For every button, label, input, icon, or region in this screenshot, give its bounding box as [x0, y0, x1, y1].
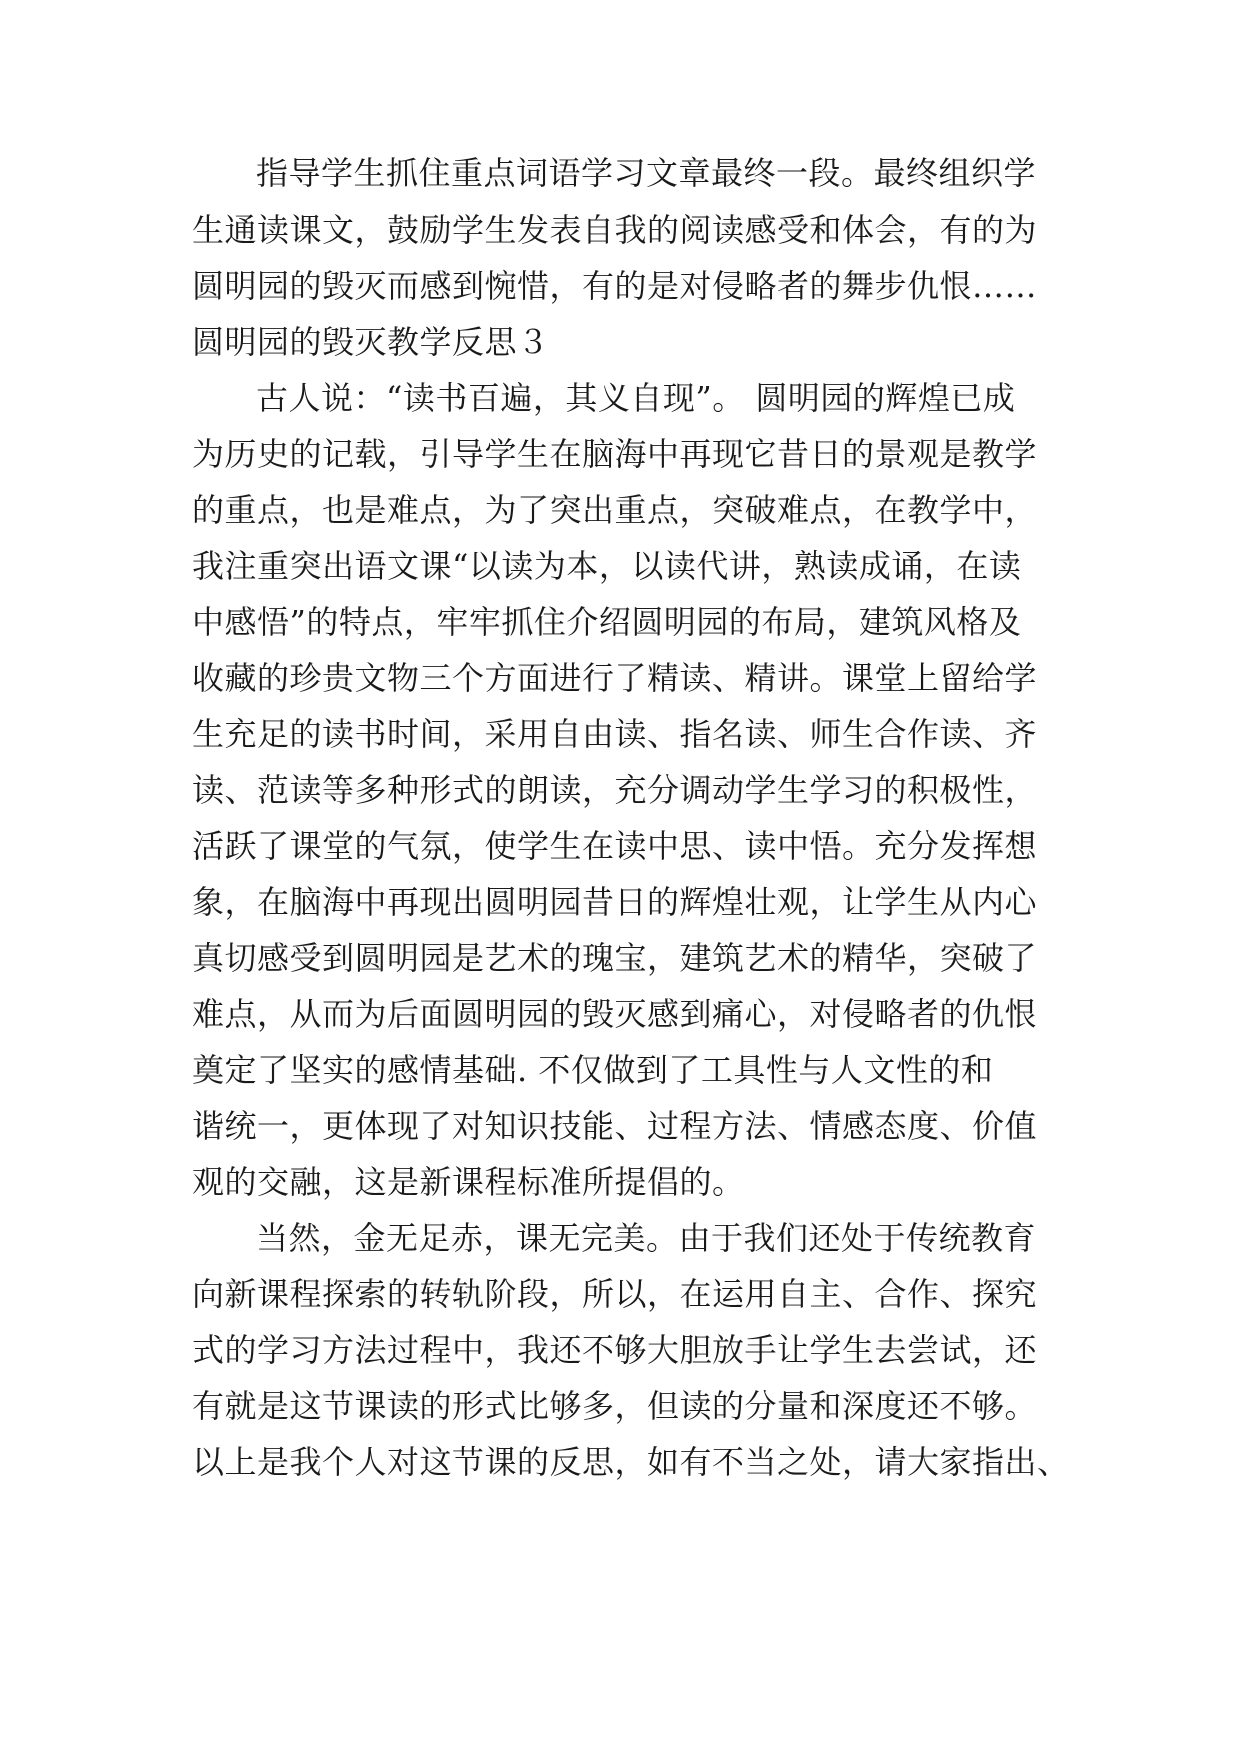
paragraph-line: 为历史的记载，引导学生在脑海中再现它昔日的景观是教学 [192, 435, 1038, 473]
paragraph-line: 观的交融，这是新课程标准所提倡的。 [192, 1163, 745, 1201]
paragraph-line: 我注重突出语文课“以读为本，以读代讲，熟读成诵，在读 [192, 547, 1022, 585]
paragraph-line: 活跃了课堂的气氛，使学生在读中思、读中悟。充分发挥想 [192, 827, 1038, 865]
paragraph-line: 奠定了坚实的感情基础. 不仅做到了工具性与人文性的和 [192, 1051, 994, 1089]
paragraph-line: 谐统一，更体现了对知识技能、过程方法、情感态度、价值 [192, 1107, 1038, 1145]
paragraph-line: 向新课程探索的转轨阶段，所以，在运用自主、合作、探究 [192, 1275, 1038, 1313]
paragraph-line: 指导学生抓住重点词语学习文章最终一段。最终组织学 [256, 154, 1037, 192]
paragraph-line: 生充足的读书时间，采用自由读、指名读、师生合作读、齐 [192, 715, 1038, 753]
paragraph-line: 收藏的珍贵文物三个方面进行了精读、精讲。课堂上留给学 [192, 659, 1038, 697]
paragraph-line: 读、范读等多种形式的朗读，充分调动学生学习的积极性， [192, 771, 1038, 809]
paragraph-line: 有就是这节课读的形式比够多，但读的分量和深度还不够。 [192, 1387, 1038, 1425]
paragraph-line: 生通读课文，鼓励学生发表自我的阅读感受和体会，有的为 [192, 211, 1038, 249]
paragraph-line: 以上是我个人对这节课的反思，如有不当之处，请大家指出、 [192, 1443, 1070, 1481]
paragraph-line: 难点，从而为后面圆明园的毁灭感到痛心，对侵略者的仇恨 [192, 995, 1038, 1033]
paragraph-line: 式的学习方法过程中，我还不够大胆放手让学生去尝试，还 [192, 1331, 1038, 1369]
section-title: 圆明园的毁灭教学反思３ [192, 323, 550, 361]
paragraph-line: 真切感受到圆明园是艺术的瑰宝，建筑艺术的精华，突破了 [192, 939, 1038, 977]
paragraph-line: 当然，金无足赤，课无完美。由于我们还处于传统教育 [256, 1219, 1037, 1257]
paragraph-line: 中感悟”的特点，牢牢抓住介绍圆明园的布局，建筑风格及 [192, 603, 1022, 641]
paragraph-line: 圆明园的毁灭而感到惋惜，有的是对侵略者的舞步仇恨…… [192, 267, 1038, 305]
paragraph-line: 的重点，也是难点，为了突出重点，突破难点，在教学中， [192, 491, 1038, 529]
paragraph-line: 象，在脑海中再现出圆明园昔日的辉煌壮观，让学生从内心 [192, 883, 1038, 921]
paragraph-line: 古人说：“读书百遍，其义自现”。 圆明园的辉煌已成 [256, 379, 1016, 417]
